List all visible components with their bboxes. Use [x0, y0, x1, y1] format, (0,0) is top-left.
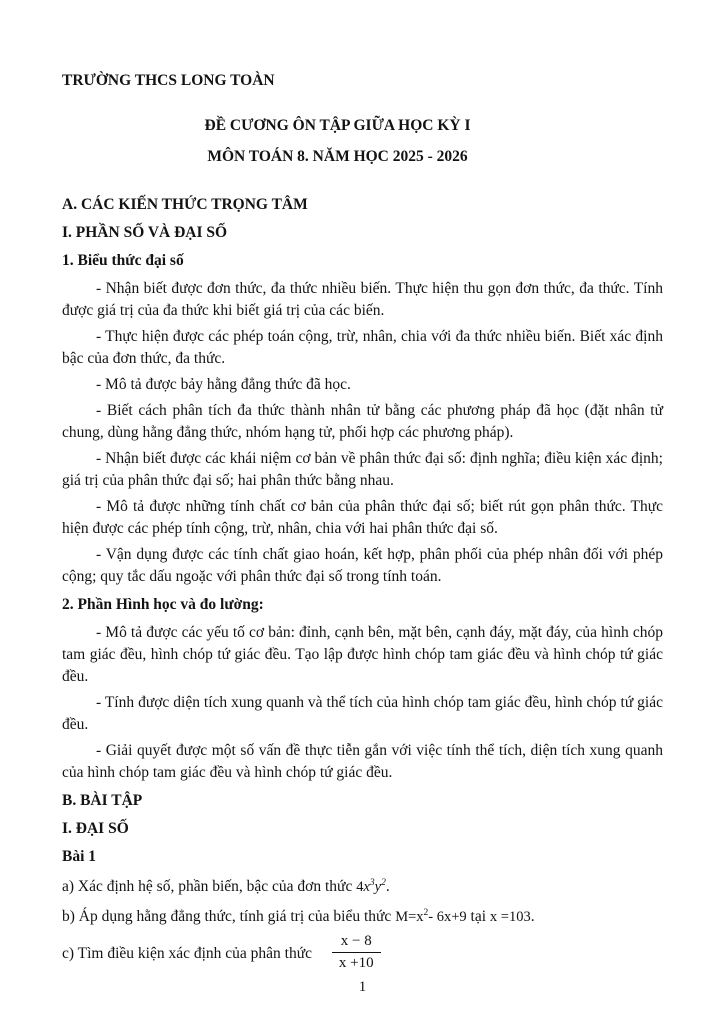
expression-m: [395, 909, 466, 925]
section-b-heading: B. BÀI TẬP: [62, 792, 143, 809]
topic-2-heading: 2. Phần Hình học và đo lường:: [62, 596, 264, 613]
topic2-point-2: - Tính được diện tích xung quanh và thể tích của hình chóp tam giác đều, hình chóp tứ giác đều.: [62, 694, 663, 733]
school-name: TRƯỜNG THCS LONG TOÀN: [62, 72, 275, 89]
monomial-variable-y: y: [374, 879, 382, 895]
fraction-expression: [332, 932, 381, 973]
topic1-point-1: - Nhận biết được đơn thức, đa thức nhiều biến. Thực hiện thu gọn đơn thức, đa thức. Tính được giá trị của đa thức khi biết giá trị của các biến.: [62, 280, 663, 319]
topic1-point-7: - Vận dụng được các tính chất giao hoán, kết hợp, phân phối của phép nhân đối với phép cộng; quy tắc dấu ngoặc với phân thức đại số trong tính toán.: [62, 546, 663, 585]
expression-x-value: x =103: [489, 909, 531, 925]
monomial-expression: [356, 879, 386, 895]
item-a-text: a) Xác định hệ số, phần biến, bậc của đơn thức: [62, 878, 353, 895]
page-number: 1: [358, 979, 367, 995]
exercise-1-item-b: [62, 906, 663, 928]
title-line-1: ĐỀ CƯƠNG ÔN TẬP GIỮA HỌC KỲ I: [204, 117, 471, 134]
topic1-point-5: - Nhận biết được các khái niệm cơ bản về phân thức đại số: định nghĩa; điều kiện xác định; giá trị của phân thức đại số; hai phân thức bằng nhau.: [62, 450, 663, 489]
document-title-block: [62, 115, 613, 168]
fraction-denominator: x +10: [338, 955, 374, 971]
topic1-point-2: - Thực hiện được các phép toán cộng, trừ, nhân, chia với đa thức nhiều biến. Biết xác định bậc của đơn thức, đa thức.: [62, 328, 663, 367]
subsection-number-algebra-heading: I. PHẦN SỐ VÀ ĐẠI SỐ: [62, 224, 228, 241]
item-a-period: .: [385, 878, 390, 895]
monomial-variable-x: x: [363, 879, 370, 895]
expression-m-rest: - 6x+9: [428, 909, 467, 925]
monomial-exponent-3: 3: [369, 878, 375, 889]
monomial-exponent-2: 2: [381, 878, 386, 889]
exercise-1-item-c: [62, 933, 663, 973]
title-line-2: MÔN TOÁN 8. NĂM HỌC 2025 - 2026: [207, 148, 468, 165]
section-a-heading: A. CÁC KIẾN THỨC TRỌNG TÂM: [62, 196, 308, 213]
subsection-algebra-heading: I. ĐẠI SỐ: [62, 820, 129, 837]
exercise-1-heading: Bài 1: [62, 848, 97, 865]
topic-1-heading: 1. Biểu thức đại số: [62, 252, 184, 269]
fraction-numerator: x − 8: [332, 932, 381, 953]
expression-m-body: M=x: [395, 909, 424, 925]
item-b-mid-text: tại: [470, 908, 487, 925]
item-c-text: c) Tìm điều kiện xác định của phân thức: [62, 945, 313, 963]
item-b-text: b) Áp dụng hằng đẳng thức, tính giá trị của biểu thức: [62, 908, 392, 925]
topic2-point-3: - Giải quyết được một số vấn đề thực tiễn gắn với việc tính thể tích, diện tích xung quanh của hình chóp tam giác đều và hình chóp tứ giác đều.: [62, 742, 663, 781]
expression-m-exponent: 2: [423, 908, 429, 919]
item-b-period: .: [530, 908, 535, 925]
topic1-point-3: - Mô tả được bảy hằng đẳng thức đã học.: [96, 376, 351, 393]
topic1-point-6: - Mô tả được những tính chất cơ bản của phân thức đại số; biết rút gọn phân thức. Thực hiện được các phép tính cộng, trừ, nhân, chia với hai phân thức đại số.: [62, 498, 663, 537]
topic2-point-1: - Mô tả được các yếu tố cơ bản: đỉnh, cạnh bên, mặt bên, cạnh đáy, mặt đáy, của hình chóp tam giác đều, hình chóp tứ giác đều. Tạo lập được hình chóp tam giác đều và hình chóp tứ giác đều.: [62, 624, 663, 685]
topic1-point-4: - Biết cách phân tích đa thức thành nhân tử bằng các phương pháp đã học (đặt nhân tử chung, dùng hằng đẳng thức, nhóm hạng tử, phối hợp các phương pháp).: [62, 402, 663, 441]
exercise-1-item-a: [62, 876, 663, 898]
monomial-coefficient: 4: [356, 879, 364, 895]
